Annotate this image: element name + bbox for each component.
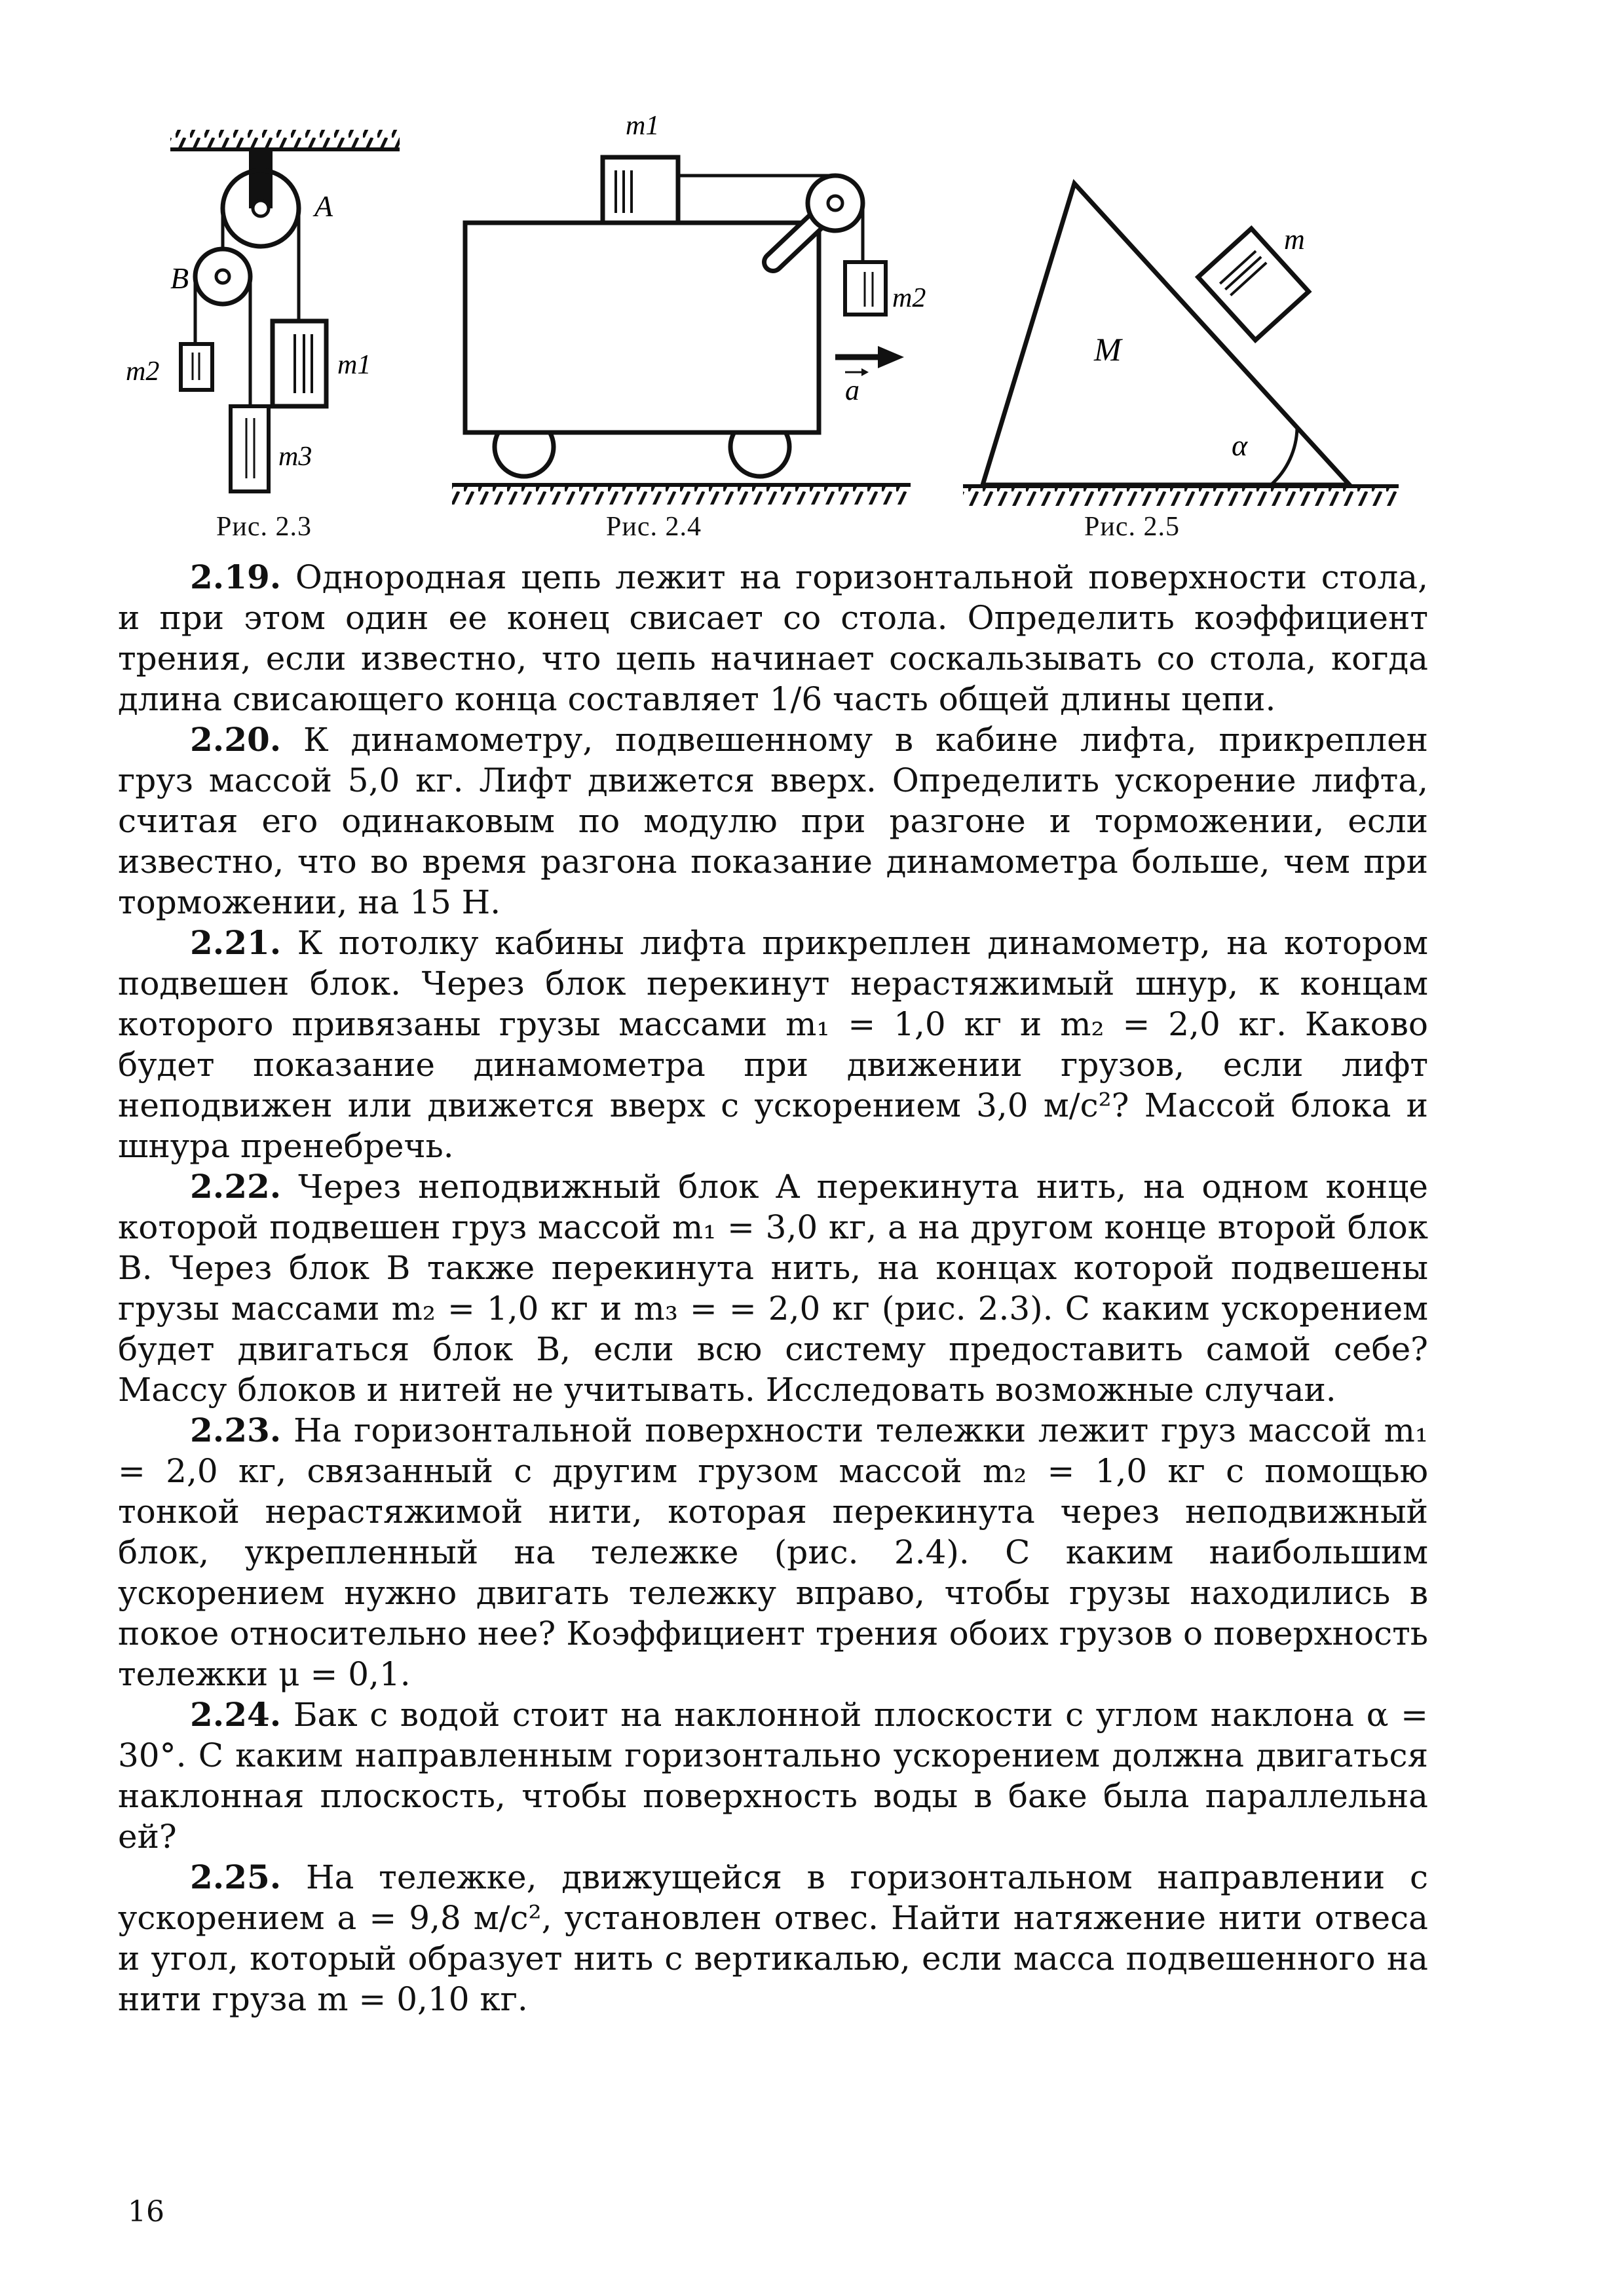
problem-text: Однородная цепь лежит на горизонтальной поверхности стола, и при этом один ее конец свисает со стола. Определить коэффициент трения, если известно, что цепь начинает соскальзывать со стола, когда длина свисающего конца составляет 1/6 часть общей длины цепи.	[118, 558, 1428, 718]
ground-hatch-fig25	[963, 488, 1399, 506]
figure-2-4	[452, 111, 926, 505]
problems-body	[118, 557, 1428, 2019]
label-b: B	[170, 261, 189, 295]
problem-number: 2.24.	[190, 1695, 282, 1734]
figures-row	[118, 98, 1428, 531]
problem-2-21	[118, 923, 1428, 1166]
problem-2-23	[118, 1410, 1428, 1694]
label-small-m: m	[1284, 223, 1305, 256]
problem-number: 2.20.	[190, 720, 282, 759]
problem-text: К потолку кабины лифта прикреплен динамометр, на котором подвешен блок. Через блок перекинут нерастяжимый шнур, к концам которого привязаны грузы массами m₁ = 1,0 кг и m₂ = 2,0 кг. Каково будет показание динамометра при движении грузов, если лифт неподвижен или движется вверх с ускорением 3,0 м/с²? Массой блока и шнура пренебречь.	[118, 924, 1428, 1165]
problem-2-24	[118, 1694, 1428, 1857]
ceiling-hatch	[170, 130, 400, 148]
label-big-m: M	[1094, 331, 1122, 368]
problem-text: К динамометру, подвешенному в кабине лифта, прикреплен груз массой 5,0 кг. Лифт движется вверх. Определить ускорение лифта, считая его одинаковым по модулю при разгоне и торможении, если известно, что во время разгона показание динамометра больше, чем при торможении, на 15 Н.	[118, 721, 1428, 921]
problem-2-22	[118, 1166, 1428, 1410]
caption-fig-2-5: Рис. 2.5	[1084, 512, 1180, 542]
figures-svg	[118, 98, 1428, 531]
label-a-fig24: a	[845, 374, 859, 406]
mass-m1-cart	[603, 157, 678, 223]
problem-text: На тележке, движущейся в горизонтальном направлении с ускорением a = 9,8 м/с², установлен отвес. Найти натяжение нити отвеса и угол, который образует нить с вертикалью, если масса подвешенного на нити груза m = 0,10 кг.	[118, 1858, 1428, 2018]
page-number: 16	[128, 2195, 164, 2229]
problem-2-20	[118, 719, 1428, 923]
label-a: A	[314, 189, 333, 223]
problem-number: 2.22.	[190, 1167, 282, 1206]
mass-m3-box	[231, 406, 269, 491]
label-m2-fig23: m2	[126, 356, 160, 387]
pulley-a-axle	[253, 201, 269, 216]
problem-2-19	[118, 557, 1428, 719]
label-m1-fig23: m1	[337, 350, 371, 380]
label-m1-fig24: m1	[626, 111, 660, 141]
problem-2-25	[118, 1857, 1428, 2019]
mass-m2-box	[181, 344, 212, 390]
problem-number: 2.19.	[190, 558, 282, 596]
label-m2-fig24: m2	[892, 283, 926, 313]
problem-text: Через неподвижный блок A перекинута нить, на одном конце которой подвешен груз массой m₁ = 3,0 кг, а на другом конце второй блок B. Через блок B также перекинута нить, на концах которой подвешены грузы массами m₂ = 1,0 кг и m₃ = = 2,0 кг (рис. 2.3). С каким ускорением будет двигаться блок B, если всю систему предоставить самой себе? Массу блоков и нитей не учитывать. Исследовать возможные случаи.	[118, 1168, 1428, 1409]
mass-m1-box	[273, 321, 326, 406]
problem-number: 2.21.	[190, 923, 282, 962]
figure-2-5	[963, 183, 1399, 506]
caption-fig-2-3: Рис. 2.3	[216, 512, 312, 542]
label-m3-fig23: m3	[278, 442, 312, 472]
problem-number: 2.25.	[190, 1858, 282, 1896]
problem-number: 2.23.	[190, 1411, 282, 1449]
pulley-b-axle	[216, 270, 229, 283]
label-alpha: α	[1232, 429, 1248, 462]
problem-text: Бак с водой стоит на наклонной плоскости с углом наклона α = 30°. С каким направленным горизонтально ускорением должна двигаться наклонная плоскость, чтобы поверхность воды в баке была параллельна ей?	[118, 1696, 1428, 1856]
problem-text: На горизонтальной поверхности тележки лежит груз массой m₁ = 2,0 кг, связанный с другим грузом массой m₂ = 1,0 кг с помощью тонкой нерастяжимой нити, которая перекинута через неподвижный блок, укрепленный на тележке (рис. 2.4). С каким наибольшим ускорением нужно двигать тележку вправо, чтобы грузы находились в покое относительно нее? Коэффициент трения обоих грузов о поверхность тележки μ = 0,1.	[118, 1411, 1428, 1693]
figure-2-3	[126, 130, 400, 491]
caption-fig-2-4: Рис. 2.4	[606, 512, 702, 542]
ground-hatch-fig24	[452, 486, 911, 505]
